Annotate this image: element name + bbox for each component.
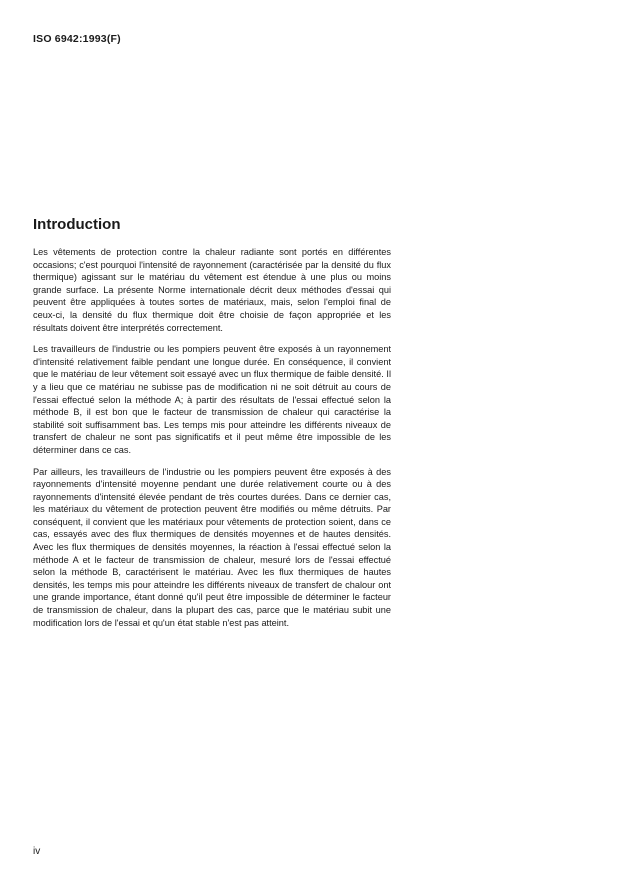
section-title: Introduction [33, 216, 121, 233]
paragraph-3: Par ailleurs, les travailleurs de l'industrie ou les pompiers peuvent être exposés à des rayonnements d'intensité moyenne pendant une durée relativement courte ou à des rayonnements d'intensité élevée pendant de très courtes durées. Dans ce dernier cas, les matériaux du vêtement de protection peuvent être modifiés ou même détruits. Par conséquent, il convient que les matériaux pour vêtements de protection soient, dans ce cas, essayés avec des flux thermiques de densités moyennes et de hautes densités. Avec les flux thermiques de densités moyennes, la réaction à l'essai effectué selon la méthode A et le facteur de transmission de chaleur, mesuré lors de l'essai effectué selon la méthode B, caractérisent le matériau. Avec les flux thermiques de hautes densités, les temps mis pour atteindre les différents niveaux de transfert de chalour ont une grande importance, étant donné qu'il peut être impossible de déterminer le facteur de transmission de chaleur, dans la plupart des cas, parce que le matériau subit une modification lors de l'essai et qu'un état stable n'est pas atteint. [33, 466, 391, 628]
introduction-body [33, 246, 391, 638]
paragraph-2: Les travailleurs de l'industrie ou les pompiers peuvent être exposés à un rayonnement d'intensité relativement faible pendant une longue durée. En conséquence, il convient que le matériau de leur vêtement soit essayé avec un flux thermique de faible densité. Il y a lieu que ce matériau ne subisse pas de modification ni ne soit détruit au cours de l'essai effectué selon la méthode A; à partir des résultats de l'essai effectué selon la méthode B, il est bon que le facteur de transmission de chaleur qui caractérise la stabilité soit suffisamment bas. Les temps mis pour atteindre les différents niveaux de transfert de chaleur ne sont pas significatifs et il peut même être impossible de les déterminer dans ce cas. [33, 344, 391, 455]
document-header: ISO 6942:1993(F) [33, 33, 121, 45]
page-number: iv [33, 846, 41, 857]
paragraph-1: Les vêtements de protection contre la chaleur radiante sont portés en différentes occasions; c'est pourquoi l'intensité de rayonnement (caractérisée par la densité du flux thermique) agissant sur le matériau du vêtement est étendue à une plus ou moins grande surface. La présente Norme internationale décrit deux méthodes d'essai qui peuvent être appliquées à toutes sortes de matériaux, mais, selon l'emploi final de ceux-ci, la densité du flux thermique doit être choisie de façon appropriée et les résultats doivent être interprétés correctement. [33, 247, 391, 333]
